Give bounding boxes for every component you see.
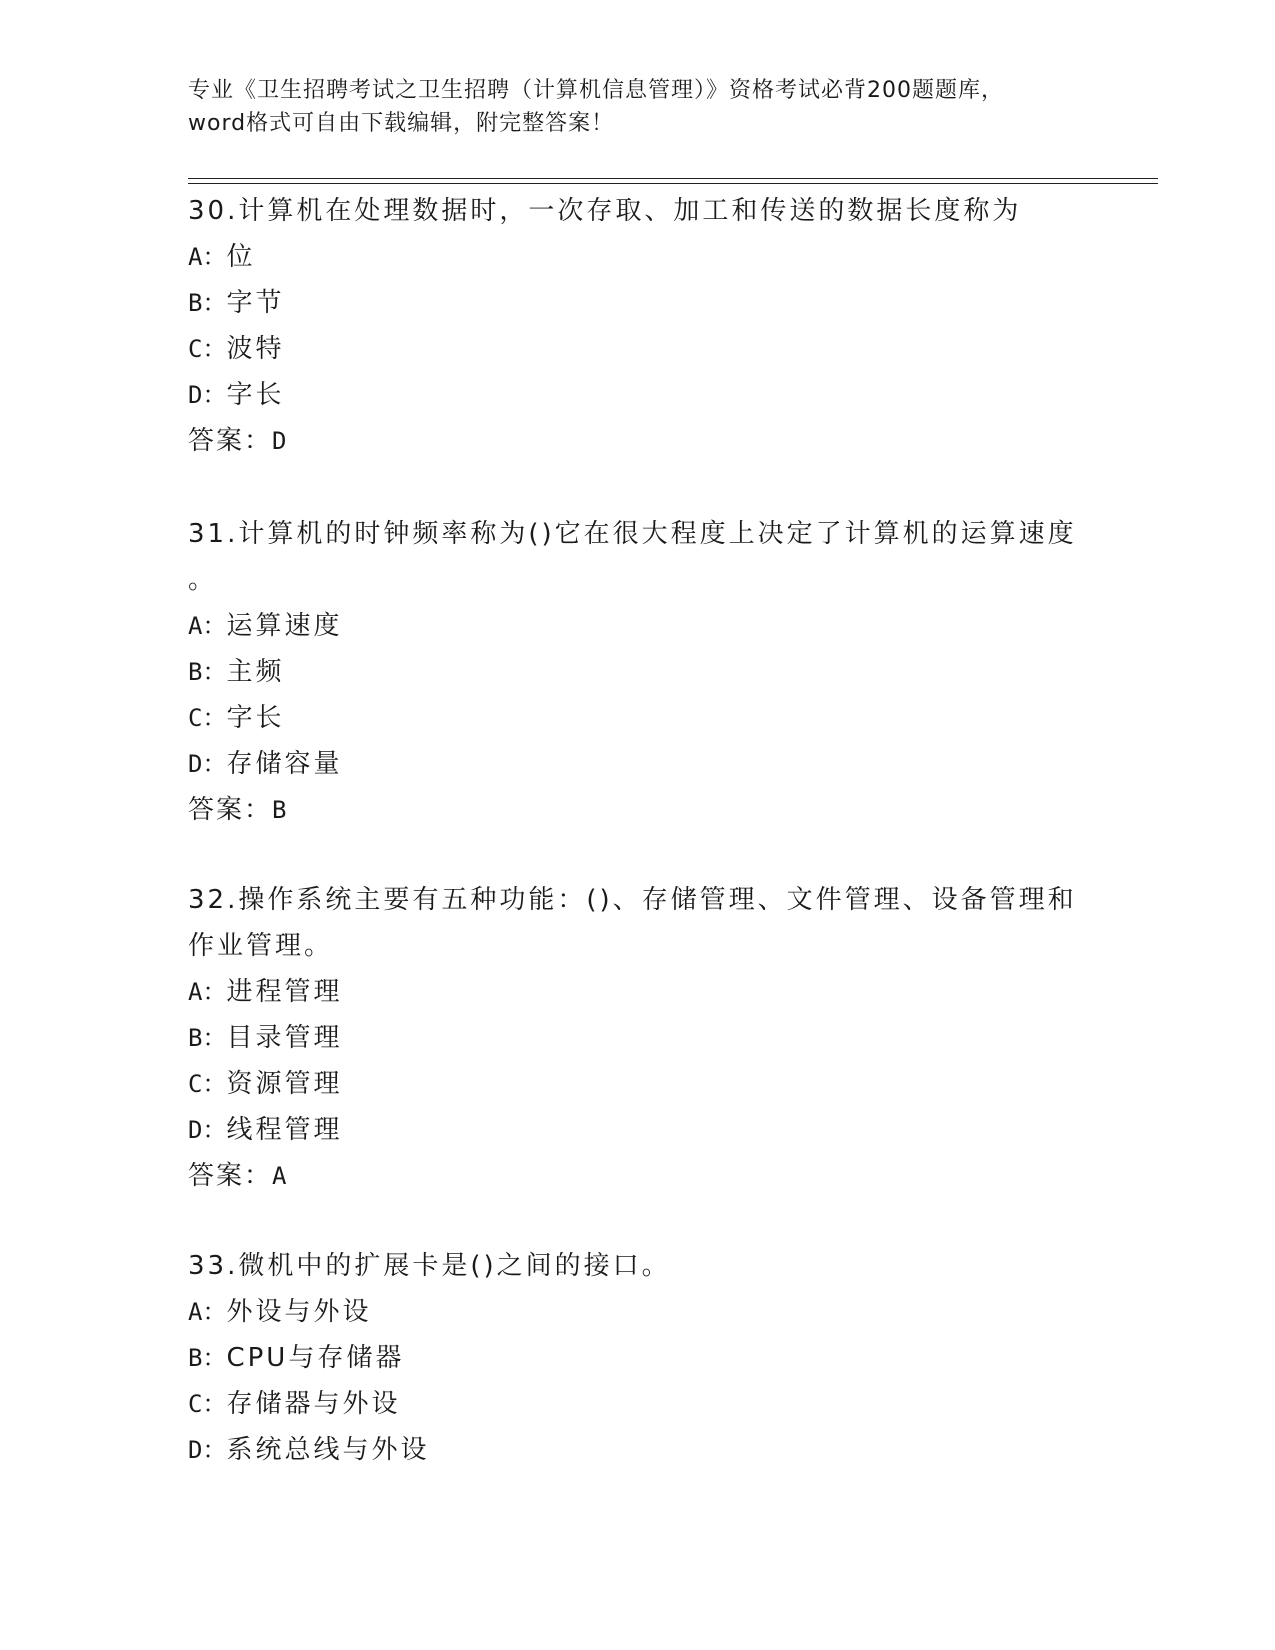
option-c bbox=[188, 1061, 1088, 1107]
option-letter: C： bbox=[188, 1070, 227, 1098]
answer-value: A bbox=[272, 1162, 290, 1190]
option-d bbox=[188, 1427, 1088, 1473]
option-b bbox=[188, 1335, 1088, 1381]
option-letter: C： bbox=[188, 335, 227, 363]
option-text: 字长 bbox=[226, 703, 285, 733]
question-30 bbox=[188, 188, 1088, 464]
option-b bbox=[188, 280, 1088, 326]
option-c bbox=[188, 326, 1088, 372]
answer-line bbox=[188, 787, 1088, 833]
question-31 bbox=[188, 511, 1088, 833]
document-header bbox=[188, 74, 1088, 140]
option-text: 字节 bbox=[226, 288, 285, 318]
option-text: 外设与外设 bbox=[226, 1297, 372, 1327]
option-letter: B： bbox=[188, 1344, 227, 1372]
answer-label: 答案： bbox=[188, 426, 273, 456]
option-letter: D： bbox=[188, 1116, 227, 1144]
option-text: 资源管理 bbox=[226, 1069, 343, 1099]
header-divider-top bbox=[188, 178, 1158, 179]
question-33 bbox=[188, 1243, 1088, 1473]
option-letter: B： bbox=[188, 1024, 227, 1052]
option-a bbox=[188, 969, 1088, 1015]
option-b bbox=[188, 649, 1088, 695]
option-text: 线程管理 bbox=[226, 1115, 343, 1145]
question-stem-line: 。 bbox=[188, 565, 218, 595]
header-divider-bottom bbox=[188, 183, 1158, 184]
question-stem-line: 33.微机中的扩展卡是()之间的接口。 bbox=[188, 1251, 671, 1281]
option-text: 存储容量 bbox=[226, 749, 343, 779]
option-d bbox=[188, 1107, 1088, 1153]
option-a bbox=[188, 234, 1088, 280]
option-letter: D： bbox=[188, 381, 227, 409]
option-letter: B： bbox=[188, 289, 227, 317]
option-text: 存储器与外设 bbox=[226, 1389, 401, 1419]
answer-line bbox=[188, 418, 1088, 464]
option-text: 系统总线与外设 bbox=[226, 1435, 430, 1465]
option-text: 主频 bbox=[226, 657, 285, 687]
option-text: 运算速度 bbox=[226, 611, 343, 641]
option-c bbox=[188, 1381, 1088, 1427]
answer-line bbox=[188, 1153, 1088, 1199]
option-text: 进程管理 bbox=[226, 977, 343, 1007]
question-stem bbox=[188, 877, 1088, 969]
question-stem-line: 32.操作系统主要有五种功能：()、存储管理、文件管理、设备管理和 bbox=[188, 885, 1077, 915]
option-b bbox=[188, 1015, 1088, 1061]
answer-label: 答案： bbox=[188, 795, 273, 825]
option-a bbox=[188, 603, 1088, 649]
option-letter: B： bbox=[188, 658, 227, 686]
option-text: 位 bbox=[226, 242, 256, 272]
option-letter: C： bbox=[188, 1390, 227, 1418]
option-letter: A： bbox=[188, 243, 227, 271]
header-title-line-2: word格式可自由下载编辑，附完整答案！ bbox=[188, 111, 615, 136]
option-a bbox=[188, 1289, 1088, 1335]
header-title-line-1: 专业《卫生招聘考试之卫生招聘（计算机信息管理）》资格考试必背200题题库， bbox=[188, 78, 1004, 103]
option-letter: D： bbox=[188, 1436, 227, 1464]
option-text: 字长 bbox=[226, 380, 285, 410]
answer-value: D bbox=[272, 427, 290, 455]
option-text: 波特 bbox=[226, 334, 285, 364]
question-stem bbox=[188, 1243, 1088, 1289]
option-d bbox=[188, 372, 1088, 418]
option-letter: A： bbox=[188, 978, 227, 1006]
question-32 bbox=[188, 877, 1088, 1199]
question-stem-line: 31.计算机的时钟频率称为()它在很大程度上决定了计算机的运算速度 bbox=[188, 519, 1077, 549]
answer-value: B bbox=[272, 796, 290, 824]
option-text: CPU与存储器 bbox=[226, 1343, 405, 1373]
question-stem-line: 作业管理。 bbox=[188, 931, 334, 961]
option-letter: D： bbox=[188, 750, 227, 778]
question-stem bbox=[188, 188, 1088, 234]
answer-label: 答案： bbox=[188, 1161, 273, 1191]
option-letter: C： bbox=[188, 704, 227, 732]
question-stem-line: 30.计算机在处理数据时，一次存取、加工和传送的数据长度称为 bbox=[188, 196, 1022, 226]
question-stem bbox=[188, 511, 1088, 603]
option-letter: A： bbox=[188, 1298, 227, 1326]
option-letter: A： bbox=[188, 612, 227, 640]
option-c bbox=[188, 695, 1088, 741]
option-d bbox=[188, 741, 1088, 787]
option-text: 目录管理 bbox=[226, 1023, 343, 1053]
